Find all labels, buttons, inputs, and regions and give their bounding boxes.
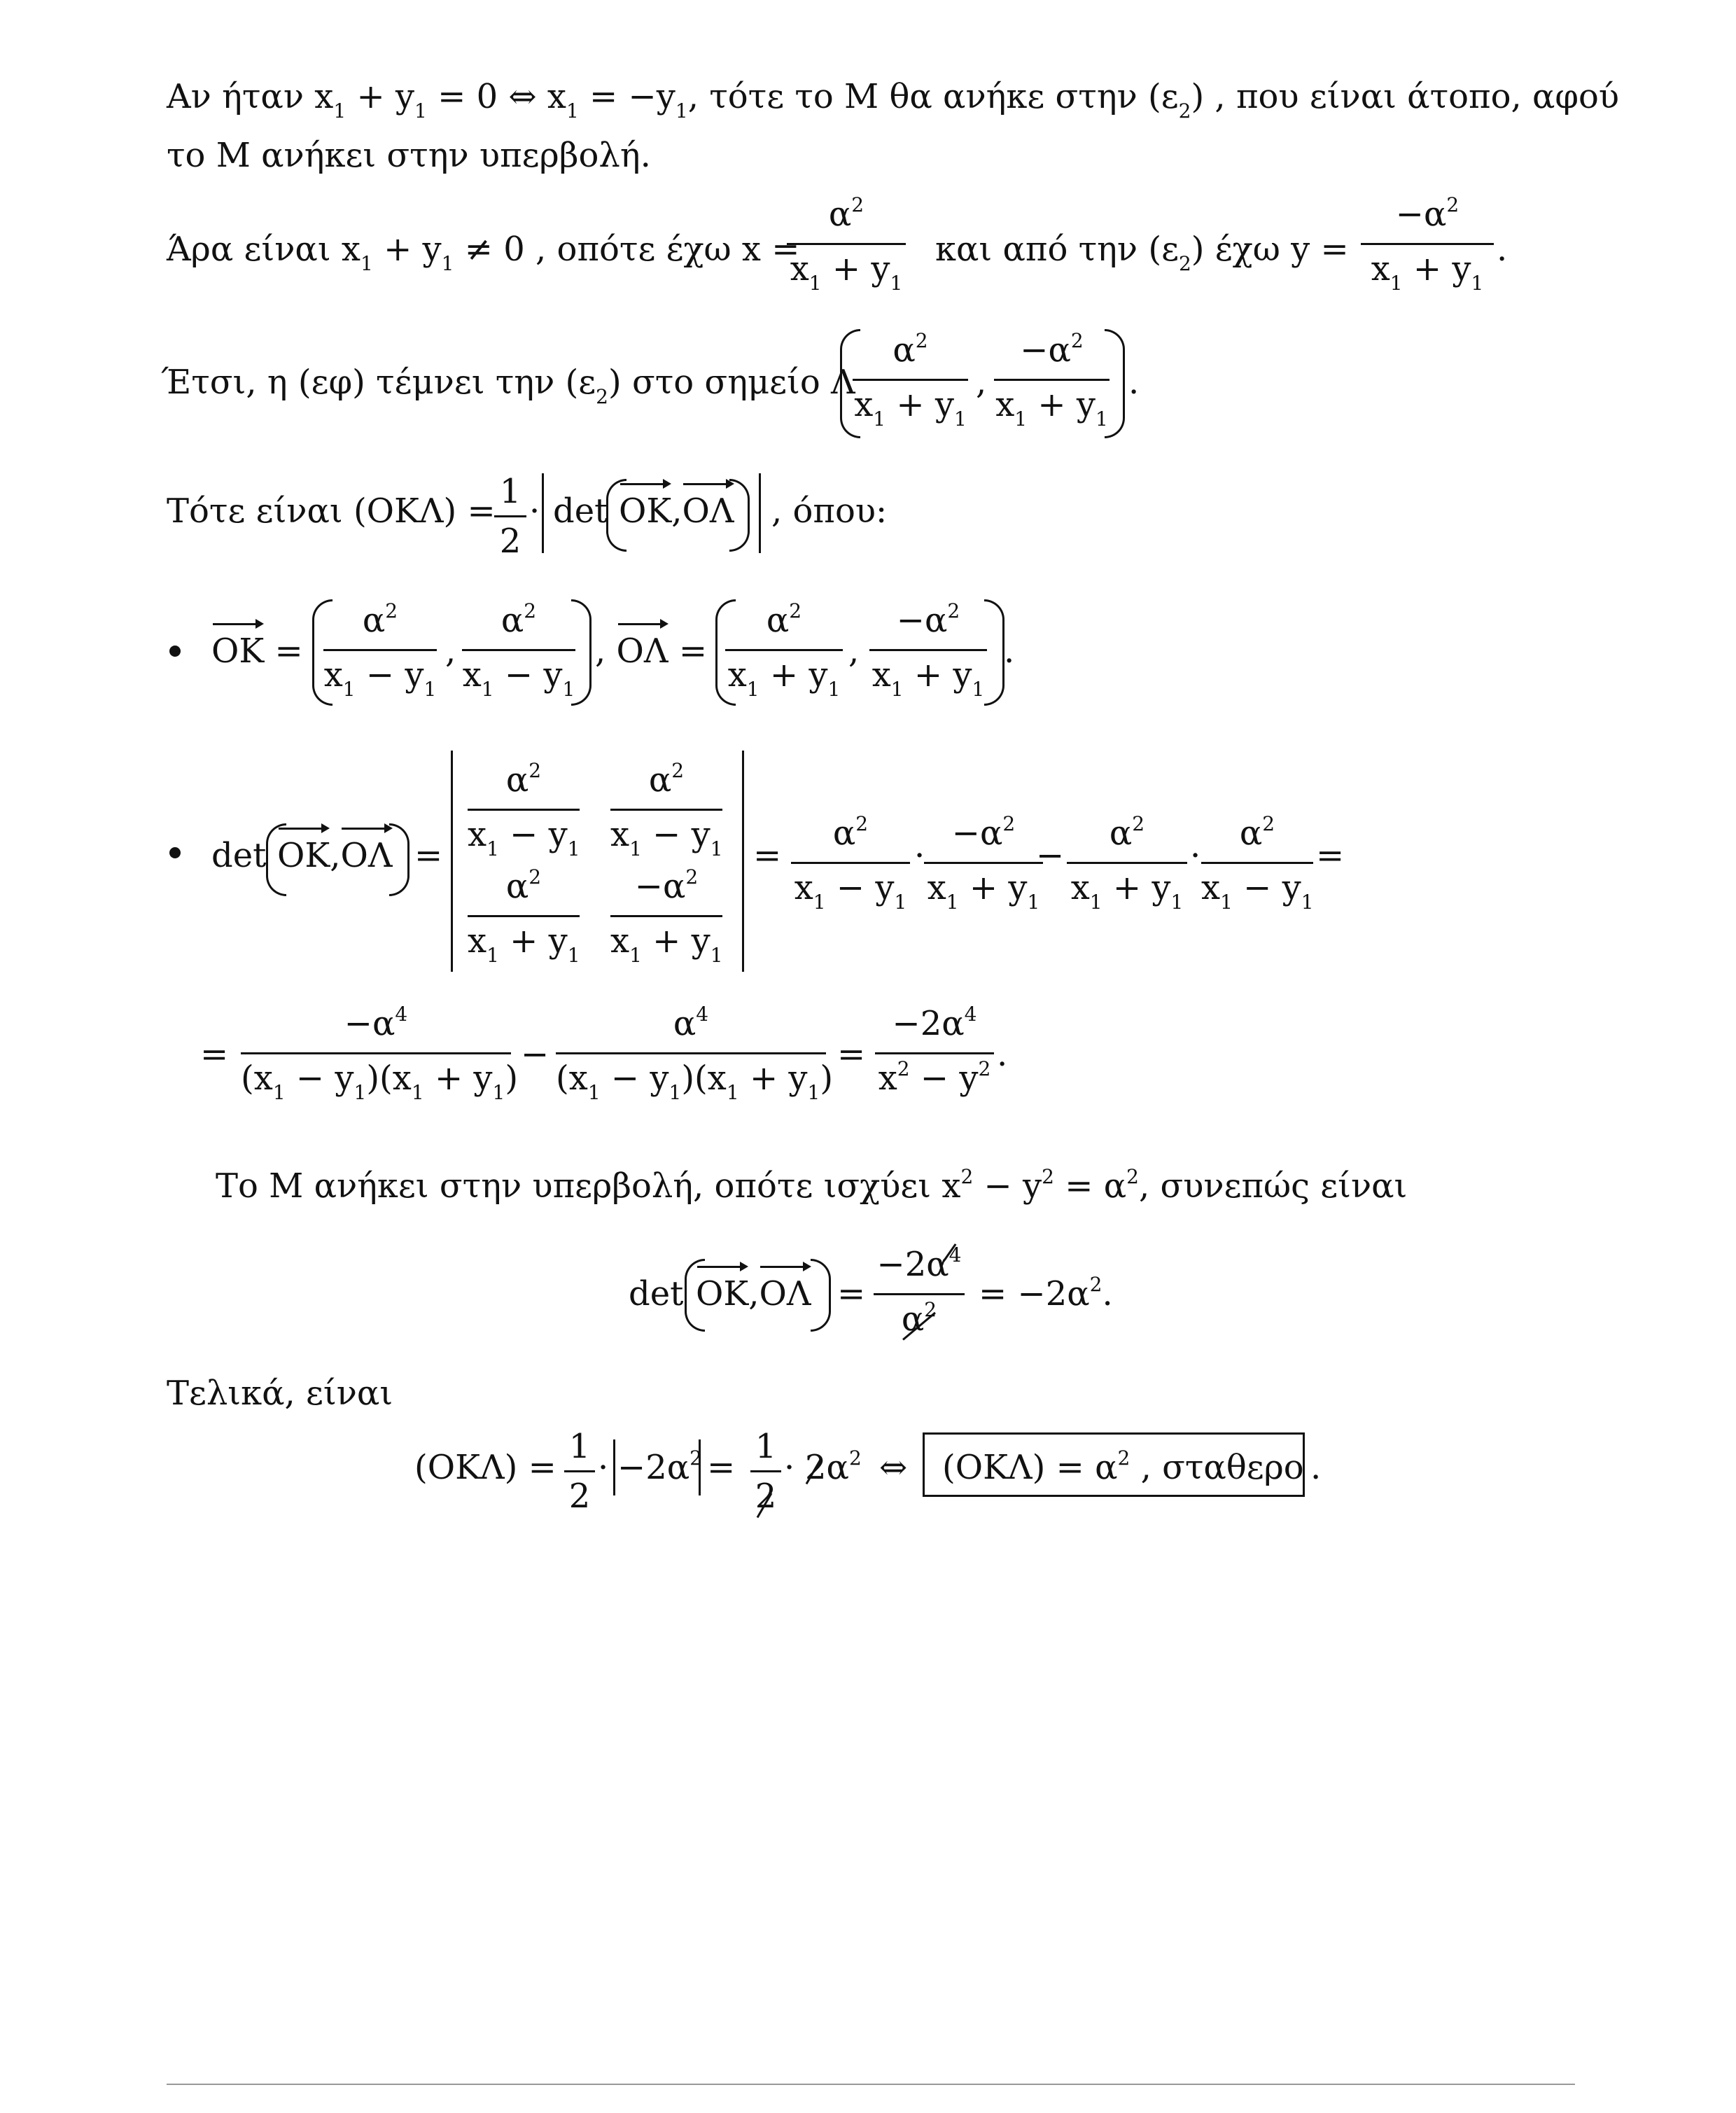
matrix-a12: $\alpha^2$ $x_1 - y_1$	[610, 759, 723, 860]
fraction-lambda-y: $-\alpha^2$ $x_1 + y_1$	[994, 329, 1110, 431]
right-paren	[984, 599, 1004, 706]
line1-text: Αν ήταν $x_1 + y_1 = 0$ ⇔ $x_1 = -y_1$, τότε το Μ θα ανήκε στην $(\varepsilon_2)$ , που είναι άτοπο, αφού	[167, 77, 1620, 123]
right-paren	[389, 823, 410, 896]
expansion-term-1a: $\alpha^2$ $x_1 - y_1$	[791, 812, 910, 914]
expansion-term-2b: $\alpha^2$ $x_1 - y_1$	[1201, 812, 1314, 914]
abs-bar-left	[542, 473, 544, 553]
right-paren	[811, 1259, 831, 1332]
bullet-1	[169, 646, 181, 657]
matrix-a11: $\alpha^2$ $x_1 - y_1$	[468, 759, 580, 860]
right-paren	[729, 479, 750, 552]
det-bar-right	[742, 751, 744, 972]
fraction-x: $\alpha^2$ $x_1 + y_1$	[787, 193, 906, 295]
fraction-lambda-x: $\alpha^2$ $x_1 + y_1$	[853, 329, 968, 431]
abs-bar-left	[613, 1439, 615, 1495]
left-paren	[685, 1259, 705, 1332]
expansion-term-1b: $-\alpha^2$ $x_1 + y_1$	[924, 812, 1043, 914]
fraction-one-half: 1 2	[494, 470, 526, 562]
det-bar-left	[451, 751, 453, 972]
footer-rule	[167, 2084, 1575, 2085]
right-paren	[571, 599, 592, 706]
final-half-2: 1 2	[750, 1425, 781, 1517]
simplification-fraction-1: $-\alpha^4$ $(x_1 - y_1)(x_1 + y_1)$	[241, 1003, 519, 1104]
abs-bar-right	[699, 1439, 701, 1495]
left-paren	[606, 479, 626, 552]
fraction-ol-y: $-\alpha^2$ $x_1 + y_1$	[869, 599, 987, 701]
right-paren	[1105, 329, 1125, 438]
expansion-term-2a: $\alpha^2$ $x_1 + y_1$	[1067, 812, 1187, 914]
fraction-ok-x: $\alpha^2$ $x_1 - y_1$	[323, 599, 437, 701]
bullet-2	[169, 847, 181, 858]
matrix-a21: $\alpha^2$ $x_1 + y_1$	[468, 865, 580, 967]
simplification-fraction-2: $\alpha^4$ $(x_1 - y_1)(x_1 + y_1)$	[556, 1003, 834, 1104]
final-half-1: 1 2	[564, 1425, 595, 1517]
fraction-y: $-\alpha^2$ $x_1 + y_1$	[1361, 193, 1494, 295]
fraction-ok-y: $\alpha^2$ $x_1 - y_1$	[462, 599, 575, 701]
abs-bar-right	[759, 473, 761, 553]
fraction-ol-x: $\alpha^2$ $x_1 + y_1$	[725, 599, 843, 701]
simplification-fraction-3: $-2\alpha^4$ $x^2 - y^2$	[875, 1003, 994, 1104]
det-result-fraction: $-2\alpha^4$ $\alpha^2$	[874, 1243, 965, 1345]
left-paren	[266, 823, 286, 896]
matrix-a22: $-\alpha^2$ $x_1 + y_1$	[610, 865, 723, 967]
result-box	[923, 1432, 1305, 1497]
